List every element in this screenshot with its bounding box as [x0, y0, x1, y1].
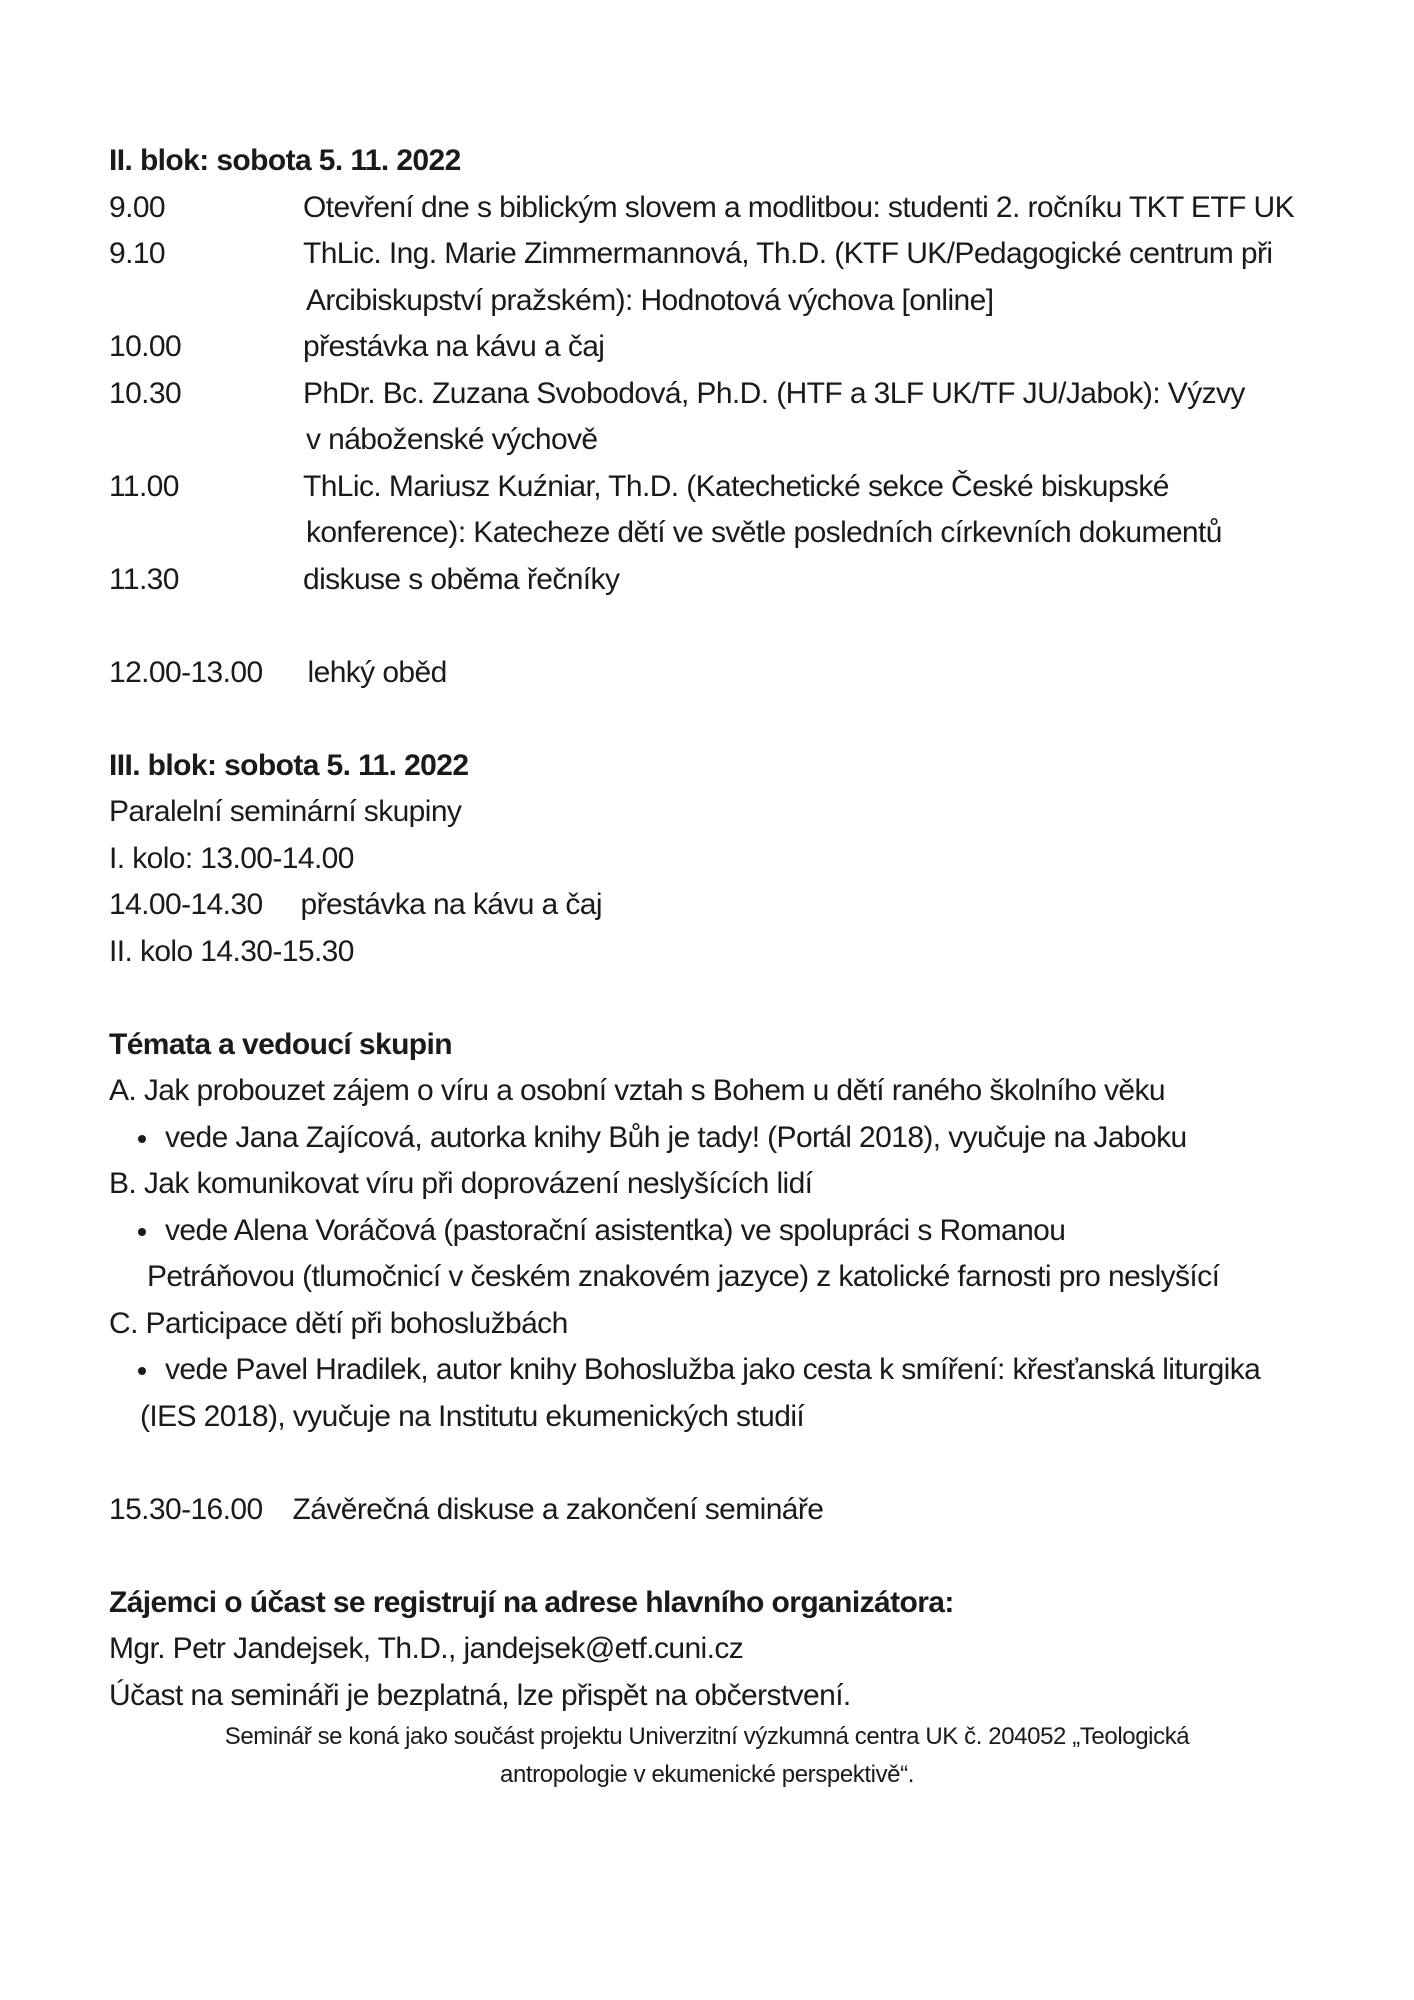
- schedule-event: PhDr. Bc. Zuzana Svobodová, Ph.D. (HTF a 3LF UK/TF JU/Jabok): Výzvy: [303, 376, 1245, 410]
- block2-heading: II. blok: sobota 5. 11. 2022: [109, 144, 461, 177]
- break-time: 14.00-14.30: [109, 888, 263, 921]
- block3-subtitle: Paralelní seminární skupiny: [109, 795, 462, 828]
- closing-row: [109, 1487, 1329, 1534]
- topic-leader-continuation: (IES 2018), vyučuje na Institutu ekumenických studií: [140, 1399, 805, 1433]
- schedule-row: [109, 464, 1329, 557]
- schedule-row: [109, 324, 1329, 371]
- schedule-time: 10.30: [109, 376, 182, 410]
- schedule-time: 9.10: [109, 237, 165, 270]
- schedule-row: [109, 557, 1329, 604]
- schedule-time: 9.00: [109, 190, 165, 224]
- block3-heading: III. blok: sobota 5. 11. 2022: [109, 748, 469, 782]
- schedule-event: diskuse s oběma řečníky: [303, 562, 620, 596]
- program-document: [109, 138, 1329, 1719]
- bullet-icon: [138, 1135, 146, 1143]
- round1: I. kolo: 13.00-14.00: [109, 841, 354, 875]
- topic-leader: vede Alena Voráčová (pastorační asistentka) ve spolupráci s Romanou: [109, 1208, 1329, 1255]
- closing-time: 15.30-16.00: [109, 1492, 263, 1526]
- lunch-row: [109, 650, 1329, 697]
- bullet-icon: [138, 1367, 146, 1375]
- registration-contact: Mgr. Petr Jandejsek, Th.D., jandejsek@etf.cuni.cz: [109, 1632, 744, 1665]
- lunch-label: lehký oběd: [307, 655, 447, 689]
- topic-leader: vede Jana Zajícová, autorka knihy Bůh je tady! (Portál 2018), vyučuje na Jaboku: [109, 1115, 1329, 1162]
- topic-leader-continuation: Petráňovou (tlumočnicí v českém znakovém jazyce) z katolické farnosti pro neslyšící: [147, 1260, 1220, 1293]
- schedule-time: 10.00: [109, 330, 182, 363]
- schedule-event: přestávka na kávu a čaj: [303, 330, 605, 363]
- schedule-event-continuation: Arcibiskupství pražském): Hodnotová výchova [online]: [306, 283, 994, 317]
- schedule-event: Otevření dne s biblickým slovem a modlitbou: studenti 2. ročníku TKT ETF UK: [303, 190, 1294, 224]
- registration-note: Účast na semináři je bezplatná, lze přispět na občerstvení.: [109, 1678, 851, 1712]
- topics-heading: Témata a vedoucí skupin: [109, 1027, 452, 1061]
- schedule-event: ThLic. Mariusz Kuźniar, Th.D. (Katechetické sekce České biskupské: [303, 469, 1169, 503]
- footer-note: [0, 1718, 1414, 1794]
- schedule-event: ThLic. Ing. Marie Zimmermannová, Th.D. (KTF UK/Pedagogické centrum při: [303, 237, 1273, 270]
- schedule-event-continuation: v náboženské výchově: [306, 423, 598, 456]
- schedule-row: [109, 231, 1329, 324]
- schedule-event-continuation: konference): Katecheze dětí ve světle posledních církevních dokumentů: [306, 516, 1222, 549]
- topic-title: B. Jak komunikovat víru při doprovázení neslyšících lidí: [109, 1167, 813, 1200]
- lunch-time: 12.00-13.00: [109, 655, 263, 689]
- bullet-icon: [138, 1228, 146, 1236]
- registration-heading: Zájemci o účast se registrují na adrese hlavního organizátora:: [109, 1585, 954, 1619]
- schedule-row: [109, 371, 1329, 464]
- closing-label: Závěrečná diskuse a zakončení semináře: [292, 1492, 824, 1526]
- schedule-time: 11.30: [109, 562, 179, 596]
- break-label: přestávka na kávu a čaj: [300, 888, 602, 921]
- schedule-time: 11.00: [109, 469, 179, 503]
- schedule-row: [109, 185, 1329, 232]
- topic-leader: vede Pavel Hradilek, autor knihy Bohoslužba jako cesta k smíření: křesťanská liturgika: [109, 1347, 1329, 1394]
- break-row: [109, 882, 1329, 929]
- topic-title: C. Participace dětí při bohoslužbách: [109, 1306, 568, 1340]
- round2: II. kolo 14.30-15.30: [109, 934, 354, 968]
- footer-line: Seminář se koná jako součást projektu Univerzitní výzkumná centra UK č. 204052 „Teologická: [224, 1723, 1190, 1750]
- footer-line: antropologie v ekumenické perspektivě“.: [500, 1761, 914, 1788]
- topic-title: A. Jak probouzet zájem o víru a osobní vztah s Bohem u dětí raného školního věku: [109, 1074, 1165, 1107]
